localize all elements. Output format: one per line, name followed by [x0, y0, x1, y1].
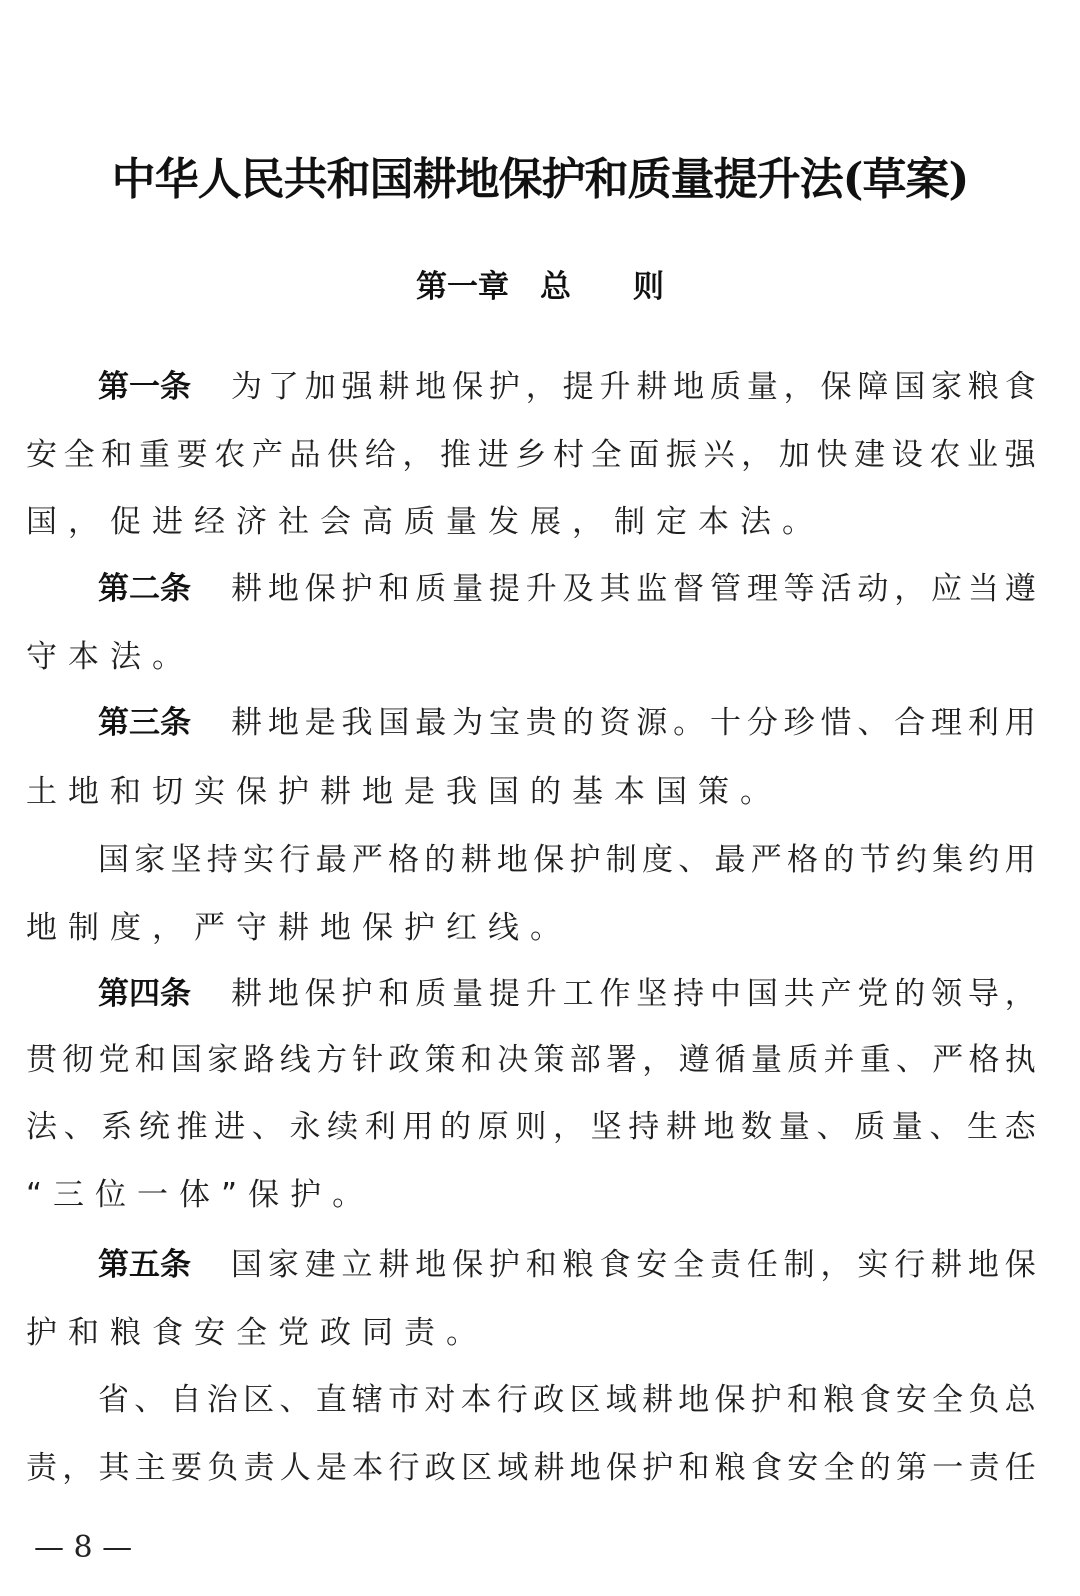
- chapter-heading: 第一章 总 则: [416, 269, 664, 305]
- article-5-first-line: [98, 1240, 1036, 1290]
- article-5-text: 国 家 建 立 耕 地 保 护 和 粮 食 安 全 责 任 制 ， 实 行 耕 地 保: [231, 1247, 1036, 1283]
- article-4-text: 耕 地 保 护 和 质 量 提 升 工 作 坚 持 中 国 共 产 党 的 领 导 ，: [231, 976, 1036, 1012]
- article-3-paragraph-2-line-1: 国 家 坚 持 实 行 最 严 格 的 耕 地 保 护 制 度 、 最 严 格 的 节 约 集 约 用: [98, 842, 1036, 878]
- article-2-first-line: [98, 564, 1036, 614]
- article-4-first-line: [98, 969, 1036, 1019]
- article-1-line-2: 安 全 和 重 要 农 产 品 供 给 ， 推 进 乡 村 全 面 振 兴 ， 加 快 建 设 农 业 强: [26, 437, 1036, 473]
- document-title: 中华人民共和国耕地保护和质量提升法(草案): [111, 154, 969, 205]
- article-2-line-2: 守本法。: [26, 639, 194, 675]
- article-5-paragraph-2-line-2: 责 ， 其 主 要 负 责 人 是 本 行 政 区 域 耕 地 保 护 和 粮 食 安 全 的 第 一 责 任: [26, 1450, 1036, 1486]
- article-1-line-3: 国，促进经济社会高质量发展，制定本法。: [26, 504, 824, 540]
- article-1-text: 为 了 加 强 耕 地 保 护 ， 提 升 耕 地 质 量 ， 保 障 国 家 粮 食: [231, 369, 1036, 405]
- article-5-heading: 第五条: [98, 1247, 191, 1283]
- article-2-heading: 第二条: [98, 571, 191, 607]
- page-number: — 8 —: [34, 1530, 133, 1565]
- article-1-heading: 第一条: [98, 369, 191, 405]
- article-5-paragraph-2-line-1: 省 、 自 治 区 、 直 辖 市 对 本 行 政 区 域 耕 地 保 护 和 粮 食 安 全 负 总: [98, 1382, 1036, 1418]
- article-4-line-2: 贯 彻 党 和 国 家 路 线 方 针 政 策 和 决 策 部 署 ， 遵 循 量 质 并 重 、 严 格 执: [26, 1042, 1036, 1078]
- article-3-line-2: 土地和切实保护耕地是我国的基本国策。: [26, 774, 782, 810]
- article-2-text: 耕 地 保 护 和 质 量 提 升 及 其 监 督 管 理 等 活 动 ， 应 当 遵: [231, 571, 1036, 607]
- article-3-heading: 第三条: [98, 705, 191, 741]
- article-3-text: 耕 地 是 我 国 最 为 宝 贵 的 资 源 。 十 分 珍 惜 、 合 理 利 用: [231, 705, 1036, 741]
- article-4-line-4: “三位一体”保护。: [26, 1177, 375, 1213]
- article-3-first-line: [98, 698, 1036, 748]
- article-4-heading: 第四条: [98, 976, 191, 1012]
- article-1-first-line: [98, 362, 1036, 412]
- article-3-paragraph-2-line-2: 地制度，严守耕地保护红线。: [26, 910, 572, 946]
- article-4-line-3: 法 、 系 统 推 进 、 永 续 利 用 的 原 则 ， 坚 持 耕 地 数 量 、 质 量 、 生 态: [26, 1109, 1036, 1145]
- article-5-line-2: 护和粮食安全党政同责。: [26, 1315, 488, 1351]
